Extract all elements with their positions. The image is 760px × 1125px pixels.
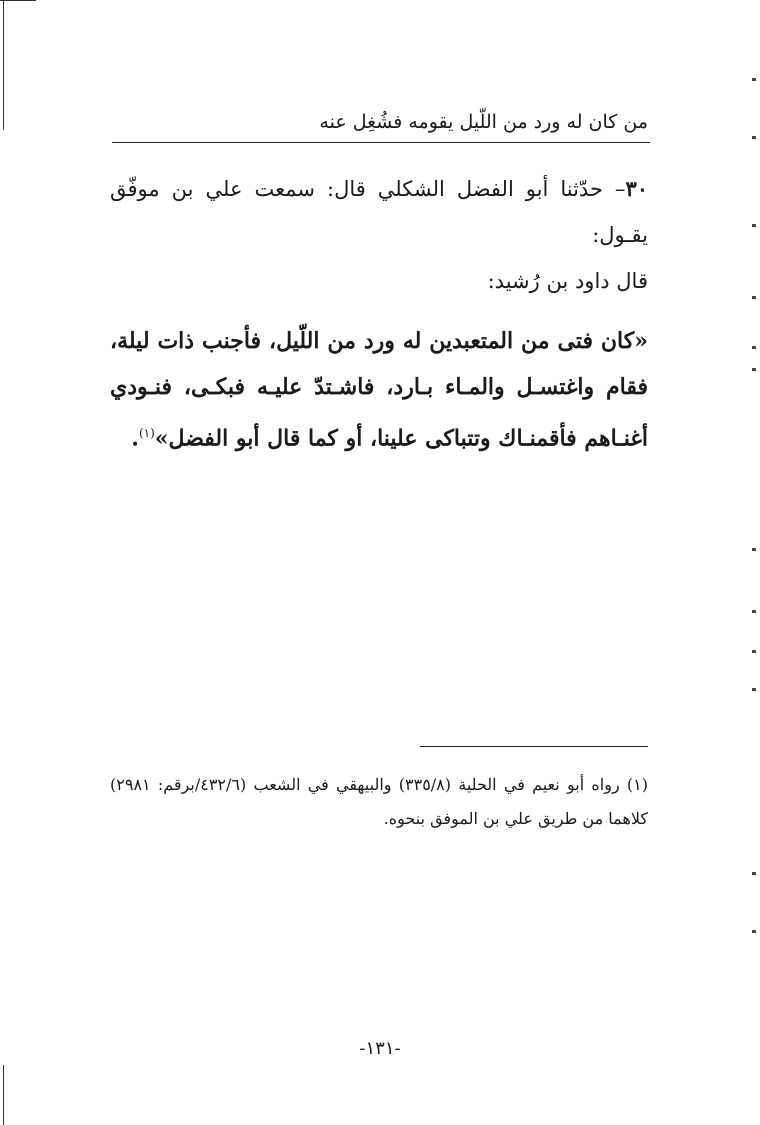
scan-edge-mark — [752, 688, 756, 691]
scan-edge-mark — [752, 548, 756, 551]
entry-intro — [110, 166, 648, 304]
scan-edge-mark — [752, 296, 756, 299]
quote-text: «كان فتى من المتعبدين له ورد من اللّيل، فأجنب ذات ليلة، فقام واغتسـل والمـاء بـارد، فاشـتدّ عليـه فبكـى، فنـودي أغنـاهم فأقمنـاك وتتباكى علينا، أو كما قال أبو الفضل» — [110, 328, 648, 452]
scan-edge-mark — [752, 650, 756, 653]
entry-intro-line2: قال داود بن رُشيد: — [487, 269, 648, 293]
entry-intro-line1: – حدّثنا أبو الفضل الشكلي قال: سمعت علي بن موفّق يقـول: — [110, 177, 648, 247]
scan-edge-mark — [752, 346, 756, 349]
scan-edge-mark — [752, 224, 756, 227]
footnote-marker: (١) — [138, 426, 155, 440]
scan-edge-left-bottom — [3, 1065, 4, 1125]
page-number: -١٣١- — [359, 1038, 401, 1059]
scan-edge-mark — [752, 136, 756, 139]
main-text — [110, 166, 648, 461]
entry-quote — [110, 318, 648, 461]
footnote: (١) رواه أبو نعيم في الحلية (٣٣٥/٨) والبيهقي في الشعب (٤٣٢/٦/برقم: ٢٩٨١) كلاهما من طريق علي بن الموفق بنحوه. — [110, 775, 649, 828]
quote-end: . — [131, 425, 139, 452]
scan-edge-top — [0, 0, 36, 1]
scan-edge-mark — [752, 368, 756, 371]
scan-edge-mark — [752, 872, 756, 875]
running-header: من كان له ورد من اللّيل يقومه فشُغِل عنه — [319, 111, 648, 133]
scan-edge-mark — [752, 78, 756, 81]
entry-number: ٣٠ — [625, 176, 648, 201]
scan-edge-mark — [752, 930, 756, 933]
header-divider — [112, 142, 650, 143]
scan-edge-mark — [752, 610, 756, 613]
scan-edge-left — [3, 0, 4, 130]
footnote-divider — [420, 746, 648, 747]
